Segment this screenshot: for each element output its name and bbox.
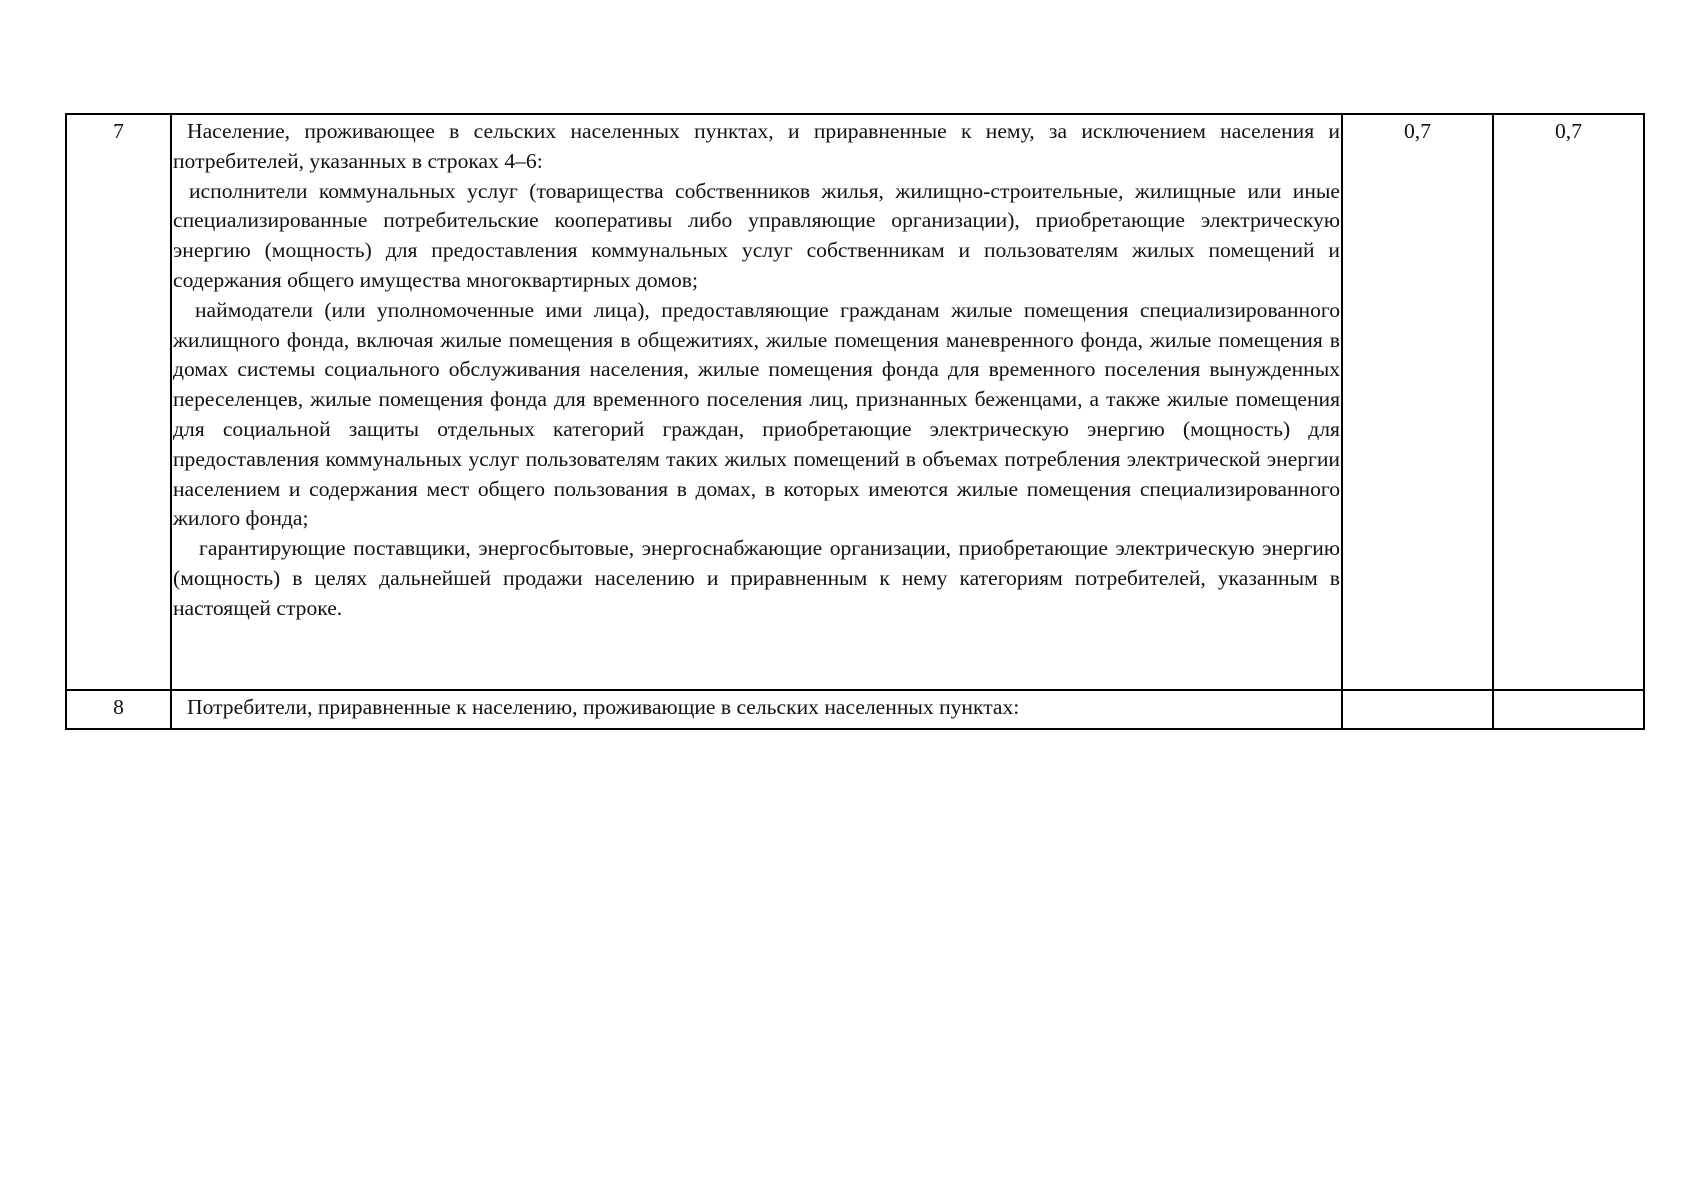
tariff-coefficient-table — [65, 113, 1645, 730]
description-paragraph: Потребители, приравненные к населению, проживающие в сельских населенных пунктах: — [187, 695, 1020, 719]
description-paragraph: наймодатели (или уполномоченные ими лица), предоставляющие гражданам жилые помещения специализированного жилищного фонда, включая жилые помещения в общежитиях, жилые помещения маневренного фонда, жилые помещения в домах системы социального обслуживания населения, жилые помещения фонда для временного поселения вынужденных переселенцев, жилые помещения фонда для временного поселения лиц, признанных беженцами, а также жилые помещения для социальной защиты отдельных категорий граждан, приобретающие электрическую энергию (мощность) для предоставления коммунальных услуг пользователям таких жилых помещений в объемах потребления электрической энергии населением и содержания мест общего пользования в домах, в которых имеются жилые помещения специализированного жилого фонда; — [173, 297, 1340, 531]
value-cell-2 — [1493, 690, 1644, 729]
table-row — [66, 690, 1644, 729]
value-cell-1 — [1342, 114, 1493, 690]
value-cell-1 — [1342, 690, 1493, 729]
row-number: 7 — [113, 119, 124, 143]
description-paragraph: исполнители коммунальных услуг (товарищества собственников жилья, жилищно-строительные, жилищные или иные специализированные потребительские кооперативы либо управляющие организации), приобретающие электрическую энергию (мощность) для предоставления коммунальных услуг собственникам и пользователям жилых помещений и содержания общего имущества многоквартирных домов; — [173, 178, 1340, 292]
description-paragraph: гарантирующие поставщики, энергосбытовые, энергоснабжающие организации, приобретающие электрическую энергию (мощность) в целях дальнейшей продажи населению и приравненным к нему категориям потребителей, указанным в настоящей строке. — [173, 536, 1340, 620]
coefficient-value: 0,7 — [1404, 119, 1431, 143]
description-cell — [171, 114, 1342, 690]
value-cell-2 — [1493, 114, 1644, 690]
description-paragraph: Население, проживающее в сельских населенных пунктах, и приравненные к нему, за исключением населения и потребителей, указанных в строках 4–6: — [173, 119, 1340, 173]
row-number: 8 — [113, 695, 124, 719]
description-cell — [171, 690, 1342, 729]
coefficient-value: 0,7 — [1555, 119, 1582, 143]
row-number-cell — [66, 690, 171, 729]
table-row — [66, 114, 1644, 690]
row-number-cell — [66, 114, 171, 690]
